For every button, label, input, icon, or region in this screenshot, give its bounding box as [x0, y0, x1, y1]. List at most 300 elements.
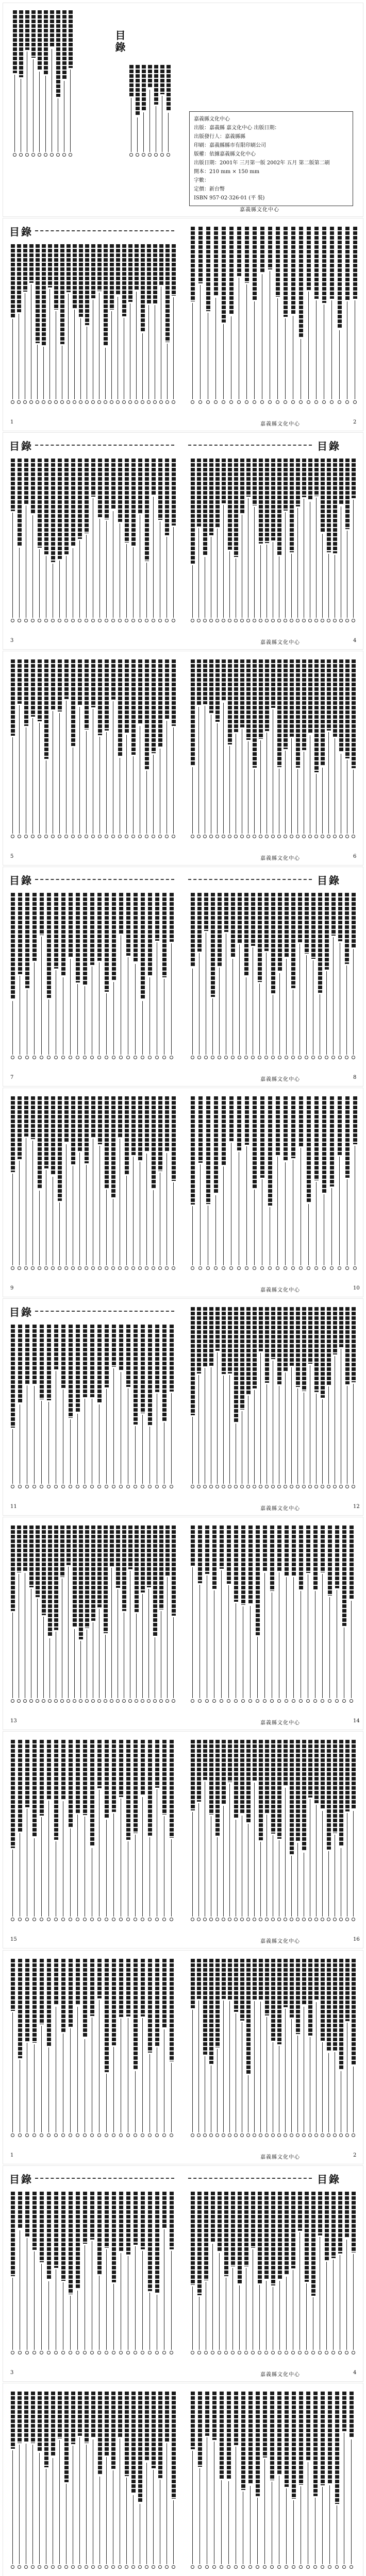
toc-page-number [238, 1056, 241, 1059]
toc-page-number [153, 1699, 157, 1703]
toc-page-number [105, 619, 108, 622]
toc-page-number [153, 400, 157, 404]
toc-page-number [131, 1266, 135, 1270]
toc-entry-title [42, 244, 46, 345]
toc-entry-title [206, 1096, 210, 1204]
toc-page-number [291, 1266, 295, 1270]
toc-entry-title [338, 2192, 342, 2253]
toc-entry-title [203, 1740, 207, 1780]
toc-page-number [126, 1056, 130, 1059]
toc-page-number [246, 1485, 250, 1488]
toc-page-number [306, 2565, 310, 2569]
toc-entry-title [285, 1526, 289, 1575]
publisher-footer: 嘉義縣文化中心 [260, 1506, 300, 1512]
toc-leader-line [322, 1574, 323, 1698]
toc-page-number [83, 2133, 87, 2137]
toc-entry-title [259, 459, 263, 544]
toc-entry-title [85, 2392, 89, 2443]
toc-leader-line [149, 1837, 150, 1917]
toc-entry-title [61, 893, 65, 976]
toc-leader-line [353, 2066, 354, 2132]
toc-entry-title [276, 1096, 280, 1155]
toc-entry-title [313, 1526, 318, 1589]
toc-entry-title [112, 2192, 116, 2282]
toc-entry-title [24, 1096, 28, 1137]
toc-page-number [64, 835, 68, 838]
toc-entry-title [105, 2392, 109, 2455]
toc-entry-title [18, 893, 22, 974]
toc-leader-line [14, 75, 15, 152]
toc-page-number [228, 1485, 231, 1488]
toc-entry-title [148, 2192, 152, 2291]
toc-leader-line [12, 2278, 13, 2350]
toc-entry-title [314, 1096, 319, 1180]
toc-entry-title [97, 1325, 102, 1403]
toc-leader-line [70, 959, 71, 1055]
toc-leader-line [316, 300, 317, 399]
toc-entry-title [277, 1959, 281, 2044]
toc-page-number [191, 1918, 194, 1921]
toc-page-number [90, 2133, 94, 2137]
toc-entry-title [237, 1096, 241, 1150]
toc-entry-title [141, 1526, 145, 1592]
toc-entry-title [290, 1307, 294, 1366]
toc-leader-line [199, 2468, 200, 2564]
toc-page-number [271, 1918, 275, 1921]
toc-page-number [345, 619, 349, 622]
toc-page-number [98, 835, 102, 838]
toc-entry-title [134, 1325, 138, 1425]
toc-entry-title [54, 1740, 58, 1840]
toc-page-number [227, 2565, 230, 2569]
toc-entry-title [44, 659, 48, 759]
toc-leader-line [68, 294, 69, 399]
toc-entry-title [327, 659, 331, 731]
toc-leader-line [285, 1372, 286, 1484]
toc-page-number [38, 153, 41, 157]
toc-entry-title [299, 2392, 303, 2485]
toc-entry-title [197, 1959, 201, 1999]
toc-page-number [245, 1266, 248, 1270]
toc-leader-line [219, 968, 220, 1055]
toc-entry-title [345, 1307, 350, 1384]
toc-entry-title [191, 893, 195, 967]
toc-page-number [251, 1056, 255, 1059]
toc-page-number [44, 1266, 48, 1270]
toc-page-number [60, 1699, 64, 1703]
toc-page-number [197, 1918, 201, 1921]
toc-leader-line [254, 301, 255, 399]
toc-entry-title [162, 1959, 167, 2028]
toc-entry-title [296, 1959, 300, 2034]
toc-page-number [203, 835, 207, 838]
toc-leader-line [277, 298, 278, 399]
toc-entry-title [32, 893, 37, 961]
toc-page-number [197, 619, 201, 622]
toc-entry-title [268, 227, 272, 269]
toc-leader-line [70, 2028, 71, 2132]
toc-entry-title [307, 227, 311, 290]
toc-page-number [260, 1266, 264, 1270]
toc-leader-line [12, 1174, 13, 1265]
toc-entry-title [141, 1325, 145, 1413]
toc-page-number [228, 835, 231, 838]
colophon-line: 印刷：嘉義縣縣市有限印刷公司 [194, 143, 266, 148]
toc-leader-line [41, 1817, 42, 1917]
colophon-line: 版權：依據嘉義縣文化中心 [194, 151, 256, 157]
toc-leader-line [111, 311, 112, 399]
toc-page-number [265, 1918, 269, 1921]
toc-entry-title [284, 1959, 288, 2007]
toc-leader-line [149, 90, 150, 152]
toc-entry-title [333, 1959, 337, 2050]
toc-page-number [246, 2133, 250, 2137]
toc-entry-title [265, 1959, 269, 2015]
toc-entry-title [321, 1526, 325, 1572]
toc-leader-line [37, 1599, 38, 1698]
toc-entry-title [66, 1526, 71, 1565]
toc-leader-line [167, 344, 168, 399]
toc-entry-title [214, 1096, 218, 1194]
toc-page-number [134, 1918, 137, 1921]
toc-entry-title [125, 459, 129, 543]
toc-leader-line [135, 1426, 136, 1484]
toc-entry-title [277, 1526, 281, 1571]
toc-page-number [222, 1918, 225, 1921]
toc-leader-line [293, 1577, 294, 1698]
toc-page-number [260, 400, 264, 404]
toc-page-number [105, 1266, 108, 1270]
toc-leader-line [260, 1842, 261, 1917]
toc-leader-line [106, 2457, 107, 2564]
toc-entry-title [191, 2392, 195, 2449]
toc-page-number [91, 2565, 95, 2569]
toc-leader-line [254, 1783, 255, 1917]
left-page [3, 1088, 183, 1297]
toc-page-number [335, 1699, 339, 1703]
toc-entry-title [71, 659, 75, 746]
toc-page-number [142, 153, 145, 157]
toc-entry-title [36, 244, 40, 343]
toc-entry-title [51, 459, 55, 562]
toc-entry-title [11, 659, 15, 736]
toc-entry-title [110, 1526, 114, 1566]
right-page [183, 1732, 363, 1948]
toc-entry-title [24, 459, 28, 504]
toc-leader-line [339, 330, 340, 399]
toc-page-number [253, 1485, 256, 1488]
toc-page-number [105, 1485, 108, 1488]
toc-entry-title [119, 1959, 123, 2017]
toc-entry-title [69, 2192, 73, 2294]
toc-leader-line [133, 756, 134, 834]
toc-entry-title [155, 1740, 159, 1788]
toc-leader-line [149, 2293, 150, 2350]
page-number: 15 [10, 1937, 17, 1942]
heading-rule [188, 2178, 312, 2179]
toc-page-number [296, 1918, 300, 1921]
toc-leader-line [39, 723, 40, 834]
toc-leader-line [133, 2495, 134, 2564]
toc-heading: 目錄 [9, 2173, 33, 2185]
toc-page-number [191, 1699, 194, 1703]
toc-page-number [203, 2133, 207, 2137]
toc-page-number [197, 1485, 201, 1488]
toc-entry-title [321, 659, 325, 766]
publisher-footer: 嘉義縣文化中心 [260, 1720, 300, 1726]
toc-entry-title [25, 1325, 29, 1384]
toc-entry-title [227, 2392, 231, 2480]
toc-page-number [263, 1699, 267, 1703]
toc-leader-line [70, 70, 71, 152]
toc-leader-line [192, 767, 193, 834]
toc-page-number [333, 1485, 337, 1488]
toc-page-number [228, 1918, 231, 1921]
toc-page-number [31, 835, 35, 838]
toc-entry-title [214, 227, 218, 296]
toc-entry-title [42, 1526, 46, 1615]
toc-entry-title [253, 459, 257, 505]
toc-page-number [110, 1699, 113, 1703]
toc-leader-line [192, 303, 193, 399]
toc-entry-title [322, 1096, 326, 1193]
publisher-footer: 嘉義縣文化中心 [260, 2372, 300, 2378]
toc-entry-title [18, 1096, 22, 1159]
toc-leader-line [266, 953, 267, 1055]
toc-leader-line [32, 515, 33, 618]
toc-entry-title [91, 1526, 95, 1621]
toc-page-number [271, 835, 275, 838]
toc-page-number [36, 1699, 39, 1703]
toc-page-number [32, 2351, 36, 2354]
toc-entry-title [271, 659, 275, 708]
toc-page-number [302, 619, 306, 622]
toc-leader-line [353, 1384, 354, 1484]
toc-entry-title [17, 1526, 21, 1572]
toc-entry-title [25, 10, 29, 50]
toc-leader-line [19, 1161, 20, 1265]
toc-page-number [339, 2133, 343, 2137]
toc-page-number [66, 400, 70, 404]
toc-page-number [85, 619, 88, 622]
toc-heading: 目錄 [317, 874, 341, 887]
toc-leader-line [12, 2012, 13, 2132]
toc-page-number [112, 1918, 115, 1921]
toc-leader-line [34, 2044, 35, 2132]
toc-page-number [234, 619, 238, 622]
toc-page-number [234, 2565, 238, 2569]
toc-entry-title [11, 1740, 15, 1848]
publisher-footer: 嘉義縣文化中心 [240, 207, 279, 213]
toc-entry-title [51, 659, 55, 709]
right-page [183, 433, 363, 649]
toc-leader-line [142, 1001, 143, 1055]
toc-page-number [206, 1266, 210, 1270]
toc-leader-line [41, 937, 42, 1055]
toc-entry-title [222, 1307, 226, 1374]
toc-page-number [321, 2133, 324, 2137]
toc-page-number [119, 2133, 123, 2137]
toc-leader-line [246, 284, 247, 399]
toc-leader-line [291, 554, 292, 618]
toc-leader-line [229, 551, 230, 618]
toc-entry-title [148, 893, 152, 976]
toc-page-number [125, 835, 128, 838]
toc-entry-title [58, 659, 62, 711]
toc-leader-line [12, 513, 13, 618]
toc-page-number [85, 1699, 89, 1703]
toc-heading: 目錄 [113, 30, 126, 54]
toc-page-number [271, 1056, 275, 1059]
toc-leader-line [215, 1195, 216, 1265]
toc-page-number [172, 619, 175, 622]
toc-entry-title [58, 459, 62, 559]
toc-entry-title [134, 2192, 138, 2245]
toc-page-number [170, 1918, 173, 1921]
colophon-box [189, 111, 353, 206]
toc-entry-title [345, 659, 350, 758]
toc-leader-line [48, 1801, 49, 1917]
toc-entry-title [271, 2192, 275, 2285]
toc-page-number [305, 1056, 308, 1059]
toc-page-number [162, 1485, 166, 1488]
toc-leader-line [285, 1788, 286, 1917]
toc-page-number [209, 835, 213, 838]
toc-page-number [76, 1056, 79, 1059]
toc-entry-title [204, 893, 208, 931]
toc-leader-line [59, 713, 60, 834]
toc-entry-title [98, 1096, 102, 1144]
toc-entry-title [285, 2392, 289, 2487]
book-spread [3, 867, 363, 1086]
toc-page-number [258, 2351, 261, 2354]
toc-page-number [290, 835, 293, 838]
toc-page-number [167, 153, 170, 157]
toc-leader-line [12, 1001, 13, 1055]
toc-entry-title [165, 2392, 169, 2442]
right-page [183, 1951, 363, 2164]
toc-page-number [246, 835, 250, 838]
toc-leader-line [74, 1629, 75, 1698]
heading-rule [188, 879, 312, 880]
toc-page-number [148, 153, 152, 157]
toc-leader-line [99, 737, 100, 834]
toc-entry-title [54, 1959, 58, 2005]
toc-entry-title [350, 1526, 354, 1599]
toc-page-number [211, 2351, 214, 2354]
toc-page-number [256, 2565, 259, 2569]
heading-rule [35, 1311, 174, 1312]
toc-page-number [126, 1485, 130, 1488]
toc-page-number [345, 1056, 348, 1059]
toc-entry-title [64, 2392, 69, 2482]
toc-entry-title [327, 1307, 331, 1385]
toc-page-number [253, 619, 256, 622]
toc-page-number [165, 2565, 169, 2569]
toc-page-number [83, 2351, 87, 2354]
toc-leader-line [198, 1803, 199, 1917]
toc-page-number [104, 1699, 107, 1703]
toc-page-number [285, 1699, 288, 1703]
toc-leader-line [316, 1394, 317, 1484]
toc-page-number [25, 1485, 29, 1488]
toc-page-number [345, 1918, 349, 1921]
toc-leader-line [322, 534, 323, 618]
toc-entry-title [197, 1740, 201, 1802]
toc-entry-title [44, 1096, 48, 1168]
toc-entry-title [234, 1740, 238, 1818]
toc-page-number [277, 1485, 281, 1488]
toc-entry-title [138, 659, 142, 724]
toc-page-number [212, 2565, 216, 2569]
toc-entry-title [98, 459, 102, 517]
toc-entry-title [284, 659, 288, 749]
toc-page-number [253, 1918, 256, 1921]
toc-entry-title [158, 1096, 162, 1171]
publisher-footer: 嘉義縣文化中心 [260, 640, 300, 646]
toc-leader-line [326, 2262, 327, 2350]
toc-entry-title [339, 1740, 343, 1846]
toc-entry-title [253, 227, 257, 300]
toc-page-number [160, 153, 164, 157]
toc-page-number [220, 2565, 223, 2569]
toc-page-number [47, 1485, 51, 1488]
toc-leader-line [259, 2285, 260, 2350]
toc-entry-title [158, 459, 162, 520]
toc-page-number [105, 1918, 108, 1921]
toc-entry-title [11, 459, 15, 511]
left-page [3, 3, 183, 216]
toc-entry-title [155, 2192, 159, 2293]
toc-page-number [97, 1485, 101, 1488]
toc-page-number [11, 2351, 14, 2354]
toc-leader-line [353, 770, 354, 834]
toc-entry-title [58, 1096, 62, 1201]
toc-page-number [191, 1485, 194, 1488]
toc-entry-title [259, 1959, 263, 2000]
toc-page-number [125, 619, 128, 622]
toc-entry-title [333, 1740, 337, 1833]
toc-entry-title [284, 459, 288, 511]
toc-page-number [105, 2133, 108, 2137]
toc-leader-line [331, 300, 332, 399]
toc-leader-line [346, 2240, 347, 2350]
toc-entry-title [212, 1526, 217, 1589]
toc-entry-title [203, 459, 207, 555]
toc-leader-line [173, 297, 174, 399]
toc-entry-title [158, 659, 162, 747]
toc-page-number [259, 835, 262, 838]
toc-entry-title [220, 2392, 224, 2479]
toc-entry-title [60, 244, 64, 344]
toc-entry-title [38, 659, 42, 721]
toc-leader-line [19, 705, 20, 834]
toc-page-number [11, 1699, 14, 1703]
toc-leader-line [49, 289, 50, 399]
toc-page-number [11, 1266, 14, 1270]
toc-entry-title [345, 1959, 350, 2021]
toc-page-number [91, 1699, 95, 1703]
toc-page-number [158, 619, 162, 622]
toc-page-number [277, 2133, 281, 2137]
toc-entry-title [111, 2392, 115, 2469]
toc-leader-line [133, 547, 134, 618]
toc-page-number [61, 1918, 65, 1921]
toc-entry-title [111, 659, 115, 700]
toc-entry-title [152, 1096, 156, 1189]
toc-leader-line [228, 2481, 229, 2564]
toc-page-number [148, 2133, 152, 2137]
